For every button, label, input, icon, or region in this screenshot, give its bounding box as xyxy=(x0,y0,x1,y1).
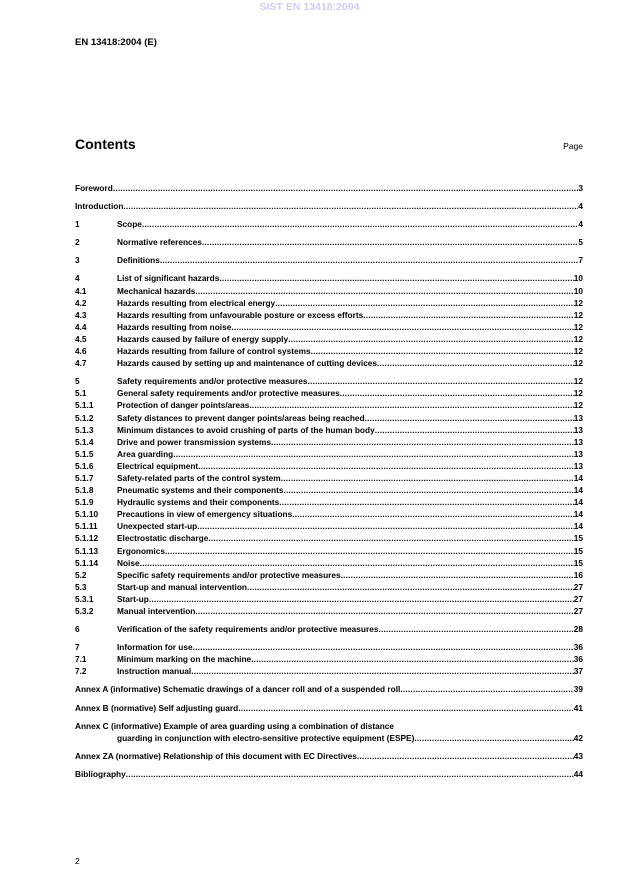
toc-entry-page: 15 xyxy=(573,533,583,544)
dot-leader xyxy=(113,182,579,194)
dot-leader xyxy=(279,496,573,508)
dot-leader xyxy=(208,532,573,544)
toc-entry[interactable] xyxy=(75,200,583,212)
toc-entry-number: 5.1.5 xyxy=(75,448,94,459)
toc-entry-title: Safety-related parts of the control system xyxy=(117,472,281,483)
toc-entry-number: 5 xyxy=(75,376,80,387)
toc-entry-title: Drive and power transmission systems xyxy=(117,436,272,447)
toc-entry-page: 5 xyxy=(578,237,583,248)
toc-entry-number: 4.5 xyxy=(75,333,87,344)
toc-entry-page: 14 xyxy=(573,509,583,520)
toc-entry-title: Introduction xyxy=(75,201,124,212)
toc-entry[interactable] xyxy=(75,321,583,333)
toc-entry-title: Verification of the safety requirements and/or protective measures xyxy=(117,624,379,635)
dot-leader xyxy=(165,545,574,557)
toc-entry-number: 4.7 xyxy=(75,358,87,369)
dot-leader xyxy=(202,236,579,248)
toc-entry[interactable] xyxy=(75,236,583,248)
toc-entry-page: 12 xyxy=(573,376,583,387)
toc-entry-number: 5.1 xyxy=(75,388,87,399)
dot-leader xyxy=(149,593,574,605)
toc-entry-page: 36 xyxy=(573,642,583,653)
toc-entry-title: Manual intervention xyxy=(117,606,196,616)
toc-entry-title: Hydraulic systems and their components xyxy=(117,497,280,508)
toc-entry[interactable] xyxy=(75,665,583,677)
toc-entry-page: 12 xyxy=(573,309,583,320)
toc-entry-number: 4.1 xyxy=(75,285,87,296)
toc-entry-number: 6 xyxy=(75,624,80,635)
toc-entry[interactable] xyxy=(75,593,583,605)
toc-entry[interactable] xyxy=(75,623,583,635)
toc-entry-title: Annex C (informative) Example of area guarding using a combination of distance xyxy=(75,720,395,731)
toc-entry[interactable] xyxy=(75,683,583,695)
toc-entry-number: 4.3 xyxy=(75,309,87,320)
dot-leader xyxy=(126,768,574,780)
toc-entry-number: 5.2 xyxy=(75,569,87,580)
toc-entry-number: 5.1.8 xyxy=(75,485,94,496)
toc-entry-number: 5.1.2 xyxy=(75,412,94,423)
toc-entry[interactable] xyxy=(75,520,583,532)
toc-entry[interactable] xyxy=(75,496,583,508)
toc-entry-title: Minimum marking on the machine xyxy=(117,654,252,665)
toc-entry-number: 5.1.1 xyxy=(75,400,94,411)
dot-leader xyxy=(219,272,573,284)
toc-entry-number: 5.3 xyxy=(75,581,87,592)
dot-leader xyxy=(198,460,574,472)
toc-entry-page: 15 xyxy=(573,557,583,568)
toc-entry-page: 10 xyxy=(573,273,583,284)
toc-entry[interactable] xyxy=(75,641,583,653)
toc-entry[interactable] xyxy=(75,333,583,345)
toc-entry[interactable] xyxy=(75,508,583,520)
dot-leader xyxy=(195,285,573,297)
toc-entry-title: Foreword xyxy=(75,183,113,193)
toc-entry-title: Hazards caused by setting up and maintenance of cutting devices xyxy=(117,358,378,369)
dot-leader xyxy=(275,297,574,309)
toc-entry-page: 37 xyxy=(573,666,583,677)
toc-entry[interactable] xyxy=(75,182,583,194)
toc-entry-title: Electrostatic discharge xyxy=(117,533,209,544)
toc-entry-page: 13 xyxy=(573,412,583,423)
dot-leader xyxy=(271,436,574,448)
toc-entry-title: Protection of danger points/areas xyxy=(117,400,250,411)
toc-entry-title: Hazards caused by failure of energy supply xyxy=(117,333,289,344)
toc-entry-page: 43 xyxy=(573,750,583,761)
toc-entry-number: 5.3.1 xyxy=(75,593,94,604)
toc-entry-page: 13 xyxy=(573,460,583,471)
toc-entry-number: 4 xyxy=(75,273,80,284)
toc-entry-number: 5.1.11 xyxy=(75,521,98,532)
toc-entry[interactable] xyxy=(75,557,583,569)
toc-entry-title: Scope xyxy=(117,219,142,230)
toc-entry[interactable] xyxy=(75,545,583,557)
toc-entry-page: 41 xyxy=(573,702,583,713)
toc-entry-title: Information for use xyxy=(117,642,193,653)
toc-entry[interactable] xyxy=(75,605,583,617)
toc-entry[interactable] xyxy=(75,581,583,593)
dot-leader xyxy=(191,665,574,677)
toc-entry-title: Hazards resulting from unfavourable posture or excess efforts xyxy=(117,309,364,320)
toc-entry-title: Annex ZA (normative) Relationship of this document with EC Directives xyxy=(75,750,357,761)
toc-entry-title: Bibliography xyxy=(75,768,126,779)
toc-entry[interactable] xyxy=(75,412,583,424)
toc-entry-title: Mechanical hazards xyxy=(117,285,196,296)
toc-entry-title: Normative references xyxy=(117,237,202,248)
toc-entry-page: 12 xyxy=(573,400,583,411)
dot-leader xyxy=(363,309,574,321)
toc-entry[interactable] xyxy=(75,254,583,266)
dot-leader xyxy=(292,508,574,520)
toc-entry-number: 5.1.9 xyxy=(75,497,94,508)
toc-entry[interactable] xyxy=(75,424,583,436)
dot-leader xyxy=(400,683,573,695)
toc-entry-page: 14 xyxy=(573,472,583,483)
toc-entry[interactable] xyxy=(75,436,583,448)
dot-leader xyxy=(197,520,574,532)
toc-entry-page: 15 xyxy=(573,545,583,556)
toc-entry-title: Hazards resulting from electrical energy xyxy=(117,297,276,308)
toc-entry[interactable] xyxy=(75,532,583,544)
toc-entry-page: 14 xyxy=(573,485,583,496)
toc-entry-page: 27 xyxy=(573,606,583,616)
toc-entry-number: 5.1.6 xyxy=(75,460,94,471)
dot-leader xyxy=(142,218,578,230)
dot-leader xyxy=(341,569,574,581)
dot-leader xyxy=(311,345,574,357)
toc-entry[interactable] xyxy=(75,272,583,284)
toc-entry-number: 4.2 xyxy=(75,297,87,308)
toc-entry[interactable] xyxy=(75,569,583,581)
toc-entry[interactable] xyxy=(75,702,583,714)
page-title: Contents xyxy=(75,136,136,152)
toc-entry-title: Electrical equipment xyxy=(117,460,199,471)
toc-entry-title: Minimum distances to avoid crushing of parts of the human body xyxy=(117,424,375,435)
dot-leader xyxy=(414,732,573,744)
toc-entry-page: 44 xyxy=(573,768,583,779)
dot-leader xyxy=(288,333,574,345)
toc-entry-page: 7 xyxy=(578,255,583,266)
toc-entry-number: 5.1.7 xyxy=(75,472,94,483)
dot-leader xyxy=(193,641,574,653)
toc-entry[interactable] xyxy=(75,357,583,369)
toc-entry-page: 28 xyxy=(573,624,583,635)
toc-entry-page: 12 xyxy=(573,388,583,399)
dot-leader xyxy=(340,387,574,399)
toc-entry-page: 42 xyxy=(573,732,583,743)
toc-entry-title: Definitions xyxy=(117,255,160,266)
toc-entry-title-continued: guarding in conjunction with electro-sensitive protective equipment (ESPE) xyxy=(117,732,415,743)
toc-entry-title: General safety requirements and/or protective measures xyxy=(117,388,340,399)
dot-leader xyxy=(140,557,574,569)
toc-entry-number: 5.1.14 xyxy=(75,557,99,568)
toc-entry-title: Hazards resulting from noise xyxy=(117,321,232,332)
dot-leader xyxy=(307,375,573,387)
toc-entry[interactable] xyxy=(75,484,583,496)
table-of-contents xyxy=(75,176,583,780)
toc-entry[interactable] xyxy=(75,387,583,399)
dot-leader xyxy=(231,321,573,333)
dot-leader xyxy=(173,448,574,460)
toc-entry-title: Area guarding xyxy=(117,448,174,459)
toc-entry-page: 12 xyxy=(573,346,583,357)
toc-entry-title: Annex B (normative) Self adjusting guard xyxy=(75,702,239,713)
toc-entry[interactable] xyxy=(75,653,583,665)
toc-entry-page: 12 xyxy=(573,333,583,344)
toc-entry-page: 36 xyxy=(573,654,583,665)
dot-leader xyxy=(195,605,573,617)
toc-entry-page: 13 xyxy=(573,448,583,459)
toc-entry-number: 5.3.2 xyxy=(75,606,94,616)
toc-entry-page: 4 xyxy=(578,201,583,212)
toc-entry[interactable] xyxy=(75,768,583,780)
toc-entry-title: Precautions in view of emergency situations xyxy=(117,509,293,520)
toc-entry-page: 12 xyxy=(573,358,583,369)
watermark: SIST EN 13418:2004 xyxy=(259,1,360,13)
toc-entry-number: 3 xyxy=(75,255,80,266)
toc-entry-title: Start-up xyxy=(117,593,149,604)
toc-entry-number: 2 xyxy=(75,237,80,248)
toc-entry-title: Instruction manual xyxy=(117,666,192,677)
document-header: EN 13418:2004 (E) xyxy=(75,37,157,48)
toc-entry-number: 7 xyxy=(75,642,80,653)
toc-entry[interactable] xyxy=(75,297,583,309)
toc-entry[interactable] xyxy=(75,309,583,321)
toc-entry[interactable] xyxy=(75,218,583,230)
toc-entry-title: List of significant hazards xyxy=(117,273,220,284)
dot-leader xyxy=(238,702,574,714)
dot-leader xyxy=(251,653,574,665)
dot-leader xyxy=(357,750,574,762)
toc-entry-page: 14 xyxy=(573,521,583,532)
dot-leader xyxy=(375,424,574,436)
dot-leader xyxy=(247,581,574,593)
toc-entry[interactable] xyxy=(75,285,583,297)
page-number: 2 xyxy=(75,856,80,866)
dot-leader xyxy=(378,623,573,635)
toc-entry-title: Specific safety requirements and/or protective measures xyxy=(117,569,341,580)
toc-entry-page: 16 xyxy=(573,569,583,580)
toc-entry[interactable] xyxy=(75,472,583,484)
toc-entry-title: Unexpected start-up xyxy=(117,521,198,532)
toc-entry[interactable] xyxy=(75,448,583,460)
dot-leader xyxy=(281,472,574,484)
toc-entry-page: 14 xyxy=(573,497,583,508)
toc-entry-number: 5.1.12 xyxy=(75,533,99,544)
dot-leader xyxy=(249,399,573,411)
toc-entry-title: Ergonomics xyxy=(117,545,165,556)
toc-entry[interactable] xyxy=(75,460,583,472)
toc-entry-page: 12 xyxy=(573,321,583,332)
dot-leader xyxy=(283,484,573,496)
toc-entry-number: 4.4 xyxy=(75,321,87,332)
toc-entry-title: Safety distances to prevent danger points/areas being reached xyxy=(117,412,365,423)
toc-entry-title: Hazards resulting from failure of control systems xyxy=(117,346,311,357)
toc-entry[interactable] xyxy=(75,750,583,762)
toc-entry-page: 4 xyxy=(578,219,583,230)
page-column-label: Page xyxy=(563,141,583,151)
toc-entry-title: Noise xyxy=(117,557,140,568)
toc-entry-number: 7.1 xyxy=(75,654,87,665)
toc-entry-title: Start-up and manual intervention xyxy=(117,581,247,592)
toc-entry-continuation[interactable] xyxy=(75,732,583,744)
toc-entry-page: 13 xyxy=(573,424,583,435)
toc-entry-number: 5.1.4 xyxy=(75,436,94,447)
toc-entry-number: 1 xyxy=(75,219,80,230)
toc-entry[interactable] xyxy=(75,720,583,732)
toc-entry-page: 12 xyxy=(573,297,583,308)
dot-leader xyxy=(377,357,574,369)
toc-entry[interactable] xyxy=(75,345,583,357)
toc-entry-number: 5.1.3 xyxy=(75,424,94,435)
dot-leader xyxy=(123,200,578,212)
toc-entry-title: Safety requirements and/or protective measures xyxy=(117,376,308,387)
toc-entry-number: 7.2 xyxy=(75,666,87,677)
toc-entry-page: 10 xyxy=(573,285,583,296)
toc-entry[interactable] xyxy=(75,375,583,387)
toc-entry[interactable] xyxy=(75,399,583,411)
toc-entry-page: 39 xyxy=(573,684,583,695)
toc-entry-title: Pneumatic systems and their components xyxy=(117,485,284,496)
toc-entry-number: 5.1.13 xyxy=(75,545,99,556)
toc-entry-number: 4.6 xyxy=(75,346,87,357)
toc-entry-page: 27 xyxy=(573,581,583,592)
toc-entry-page: 3 xyxy=(578,183,583,193)
dot-leader xyxy=(160,254,579,266)
toc-entry-page: 13 xyxy=(573,436,583,447)
toc-entry-number: 5.1.10 xyxy=(75,509,99,520)
toc-entry-title: Annex A (informative) Schematic drawings of a dancer roll and of a suspended roll xyxy=(75,684,401,695)
toc-entry-page: 27 xyxy=(573,593,583,604)
dot-leader xyxy=(365,412,574,424)
